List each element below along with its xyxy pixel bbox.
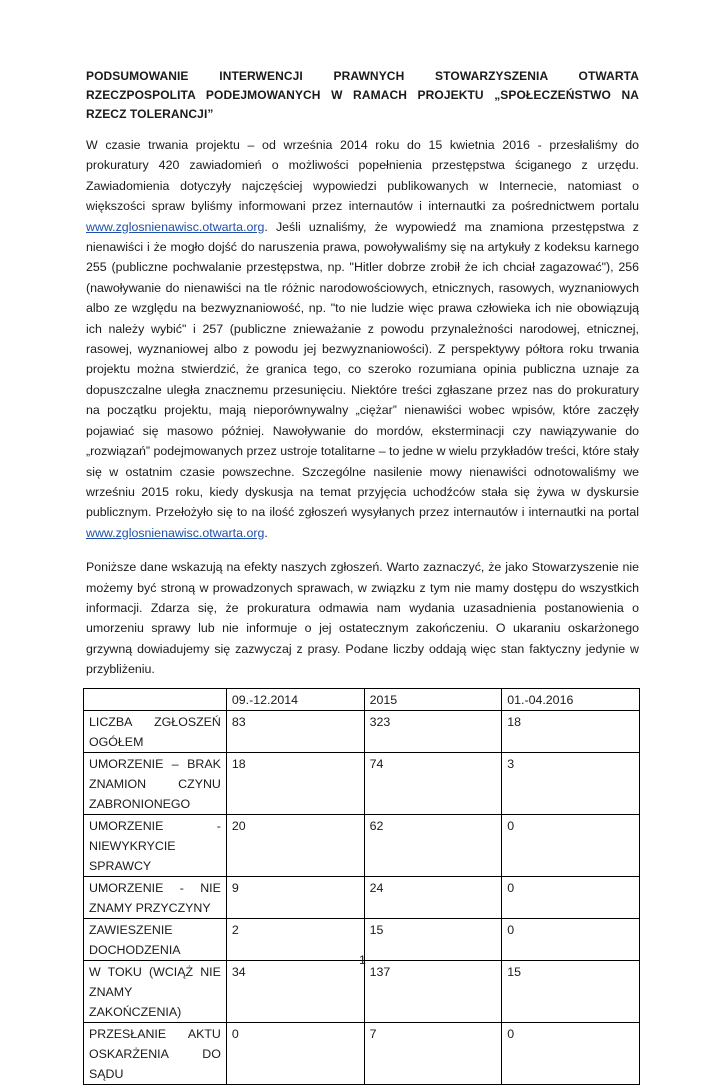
row-label: W TOKU (WCIĄŻ NIE ZNAMY ZAKOŃCZENIA)	[84, 960, 227, 1022]
row-label: ZAWIESZENIE DOCHODZENIA	[84, 918, 227, 960]
table-cell: 74	[364, 752, 502, 814]
table-cell: 15	[502, 960, 640, 1022]
table-row	[84, 1022, 640, 1084]
table-cell: 2	[226, 918, 364, 960]
document-title: PODSUMOWANIE INTERWENCJI PRAWNYCH STOWARZYSZENIA OTWARTA RZECZPOSPOLITA PODEJMOWANYCH W RAMACH PROJEKTU „SPOŁECZEŃSTWO NA RZECZ TOLERANCJI”	[86, 69, 639, 121]
table-cell: 0	[502, 814, 640, 876]
table-header-cell	[84, 688, 227, 710]
table-cell: 9	[226, 876, 364, 918]
table-cell: 20	[226, 814, 364, 876]
row-label: UMORZENIE - NIEWYKRYCIE SPRAWCY	[84, 814, 227, 876]
table-header-cell: 01.-04.2016	[502, 688, 640, 710]
paragraph-text-part3: .	[264, 525, 268, 540]
paragraph-data-note: Poniższe dane wskazują na efekty naszych zgłoszeń. Warto zaznaczyć, że jako Stowarzyszenie nie możemy być stroną w prowadzonych sprawach, w związku z tym nie mamy dostępu do wszystkich informacji. Zdarza się, że prokuratura odmawia nam wydania uzasadnienia postanowienia o umorzeniu sprawy lub nie informuje o jej ostatecznym zakończeniu. O ukaraniu oskarżonego grzywną dowiadujemy się zazwyczaj z prasy. Podane liczby oddają więc stan faktyczny jedynie w przybliżeniu.	[86, 560, 639, 677]
table-cell: 83	[226, 710, 364, 752]
row-label: UMORZENIE – BRAK ZNAMION CZYNU ZABRONIONEGO	[84, 752, 227, 814]
table-header-cell: 2015	[364, 688, 502, 710]
table-cell: 34	[226, 960, 364, 1022]
table-cell: 18	[226, 752, 364, 814]
paragraph-text-part1: W czasie trwania projektu – od września 2014 roku do 15 kwietnia 2016 - przesłaliśmy do prokuratury 420 zawiadomień o możliwości popełnienia przestępstwa ściganego z urzędu. Zawiadomienia dotyczyły najczęściej wypowiedzi publikowanych w Internecie, natomiast o większości spraw byliśmy informowani przez internautów i internautki za pośrednictwem portalu	[86, 138, 639, 214]
portal-link[interactable]: www.zglosnienawisc.otwarta.org	[86, 219, 265, 234]
page-number: 1	[359, 953, 366, 967]
document-content	[86, 67, 639, 1085]
portal-link[interactable]: www.zglosnienawisc.otwarta.org	[86, 525, 265, 540]
table-cell: 7	[364, 1022, 502, 1084]
table-header-cell: 09.-12.2014	[226, 688, 364, 710]
table-cell: 137	[364, 960, 502, 1022]
table-cell: 15	[364, 918, 502, 960]
row-label: LICZBA ZGŁOSZEŃ OGÓŁEM	[84, 710, 227, 752]
table-cell: 24	[364, 876, 502, 918]
row-label: PRZESŁANIE AKTU OSKARŻENIA DO SĄDU	[84, 1022, 227, 1084]
table-row	[84, 876, 640, 918]
paragraph-text-part2: . Jeśli uznaliśmy, że wypowiedź ma znamiona przestępstwa z nienawiści i że mogło dojść do naruszenia prawa, powoływaliśmy się na artykuły z kodeksu karnego 255 (publiczne pochwalanie przestępstwa, np. "Hitler dobrze zrobił że ich chciał zagazować"), 256 (nawoływanie do nienawiści na tle różnic narodowościowych, etnicznych, rasowych, wyznaniowych albo ze względu na bezwyznaniowość, np. "to nie ludzie więc prawa człowieka ich nie obowiązują ich należy wybić" i 257 (publiczne znieważanie z powodu przynależności narodowej, etnicznej, rasowej, wyznaniowej albo z powodu jej bezwyznaniowości). Z perspektywy półtora roku trwania projektu można stwierdzić, że granica tego, co szeroko rozumiana opinia publiczna uznaje za dopuszczalne uległa znacznemu przesunięciu. Niektóre treści zgłaszane przez nas do prokuratury na początku projektu, mają nieporównywalny „ciężar” nienawiści wobec wpisów, które zaczęły pojawiać się masowo później. Nawoływanie do mordów, eksterminacji czy nawiązywanie do „rozwiązań” podejmowanych przez ustroje totalitarne – to jedne w wielu przykładów treści, które stały się w ostatnim czasie powszechne. Szczególne nasilenie mowy nienawiści odnotowaliśmy we wrześniu 2015 roku, kiedy dyskusja na temat przyjęcia uchodźców stała się żywa w dyskursie publicznym. Przełożyło się to na ilość zgłoszeń wysyłanych przez internautów i internautki na portal	[86, 219, 640, 520]
table-cell: 3	[502, 752, 640, 814]
paragraph-summary	[86, 135, 639, 543]
results-table	[83, 688, 640, 1085]
table-row	[84, 814, 640, 876]
table-cell: 0	[502, 876, 640, 918]
table-cell: 323	[364, 710, 502, 752]
table-cell: 0	[502, 1022, 640, 1084]
table-row	[84, 710, 640, 752]
table-cell: 62	[364, 814, 502, 876]
table-cell: 0	[502, 918, 640, 960]
row-label: UMORZENIE - NIE ZNAMY PRZYCZYNY	[84, 876, 227, 918]
table-header-row	[84, 688, 640, 710]
table-row	[84, 960, 640, 1022]
table-cell: 0	[226, 1022, 364, 1084]
table-row	[84, 752, 640, 814]
table-cell: 18	[502, 710, 640, 752]
